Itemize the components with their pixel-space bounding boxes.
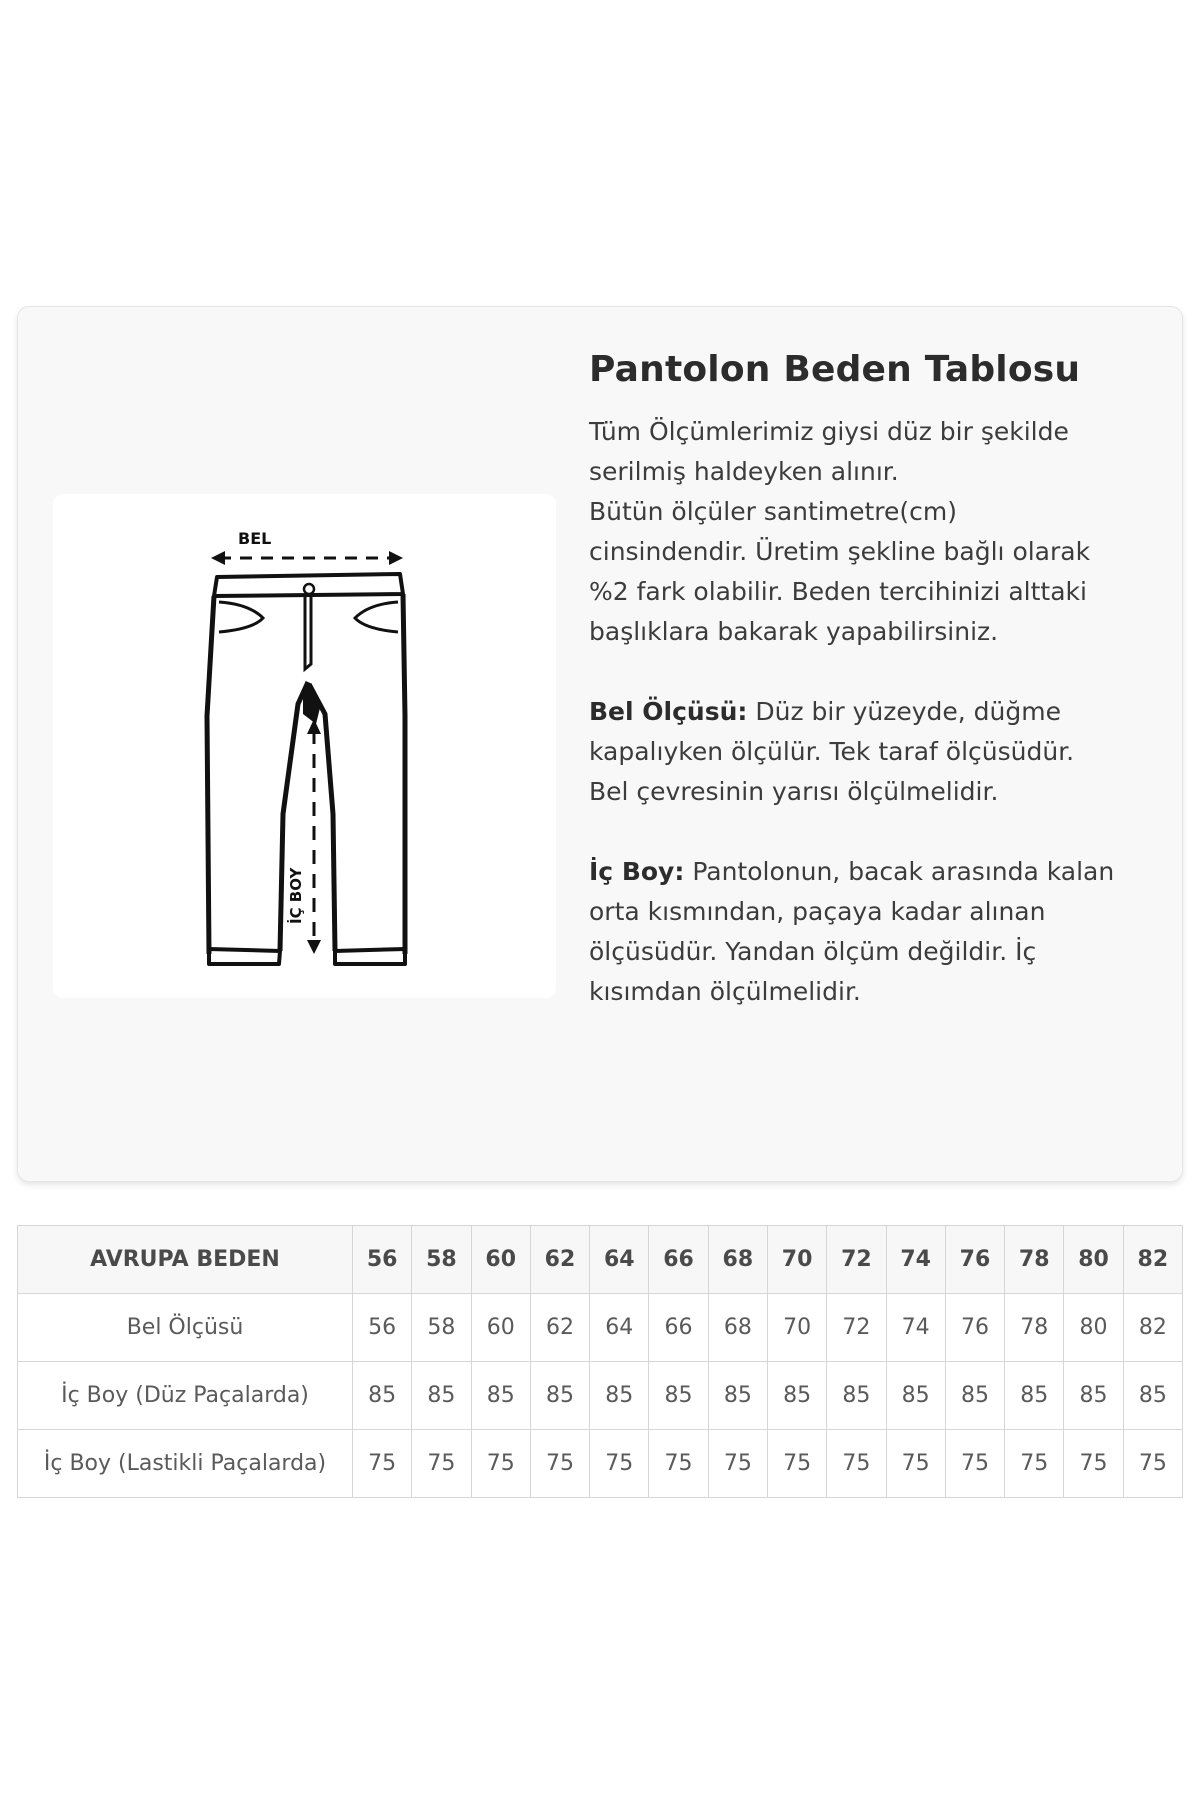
value-cell: 85 — [649, 1362, 708, 1430]
icboy-line: ölçüsüdür. Yandan ölçüm değildir. İç — [589, 937, 1037, 966]
value-cell: 85 — [886, 1362, 945, 1430]
value-cell: 70 — [767, 1294, 826, 1362]
value-cell: 80 — [1064, 1294, 1123, 1362]
value-cell: 75 — [708, 1430, 767, 1498]
value-cell: 75 — [1123, 1430, 1182, 1498]
value-cell: 76 — [945, 1294, 1004, 1362]
value-cell: 60 — [471, 1294, 530, 1362]
value-cell: 85 — [530, 1362, 589, 1430]
icboy-line: orta kısmından, paçaya kadar alınan — [589, 897, 1046, 926]
value-cell: 68 — [708, 1294, 767, 1362]
value-cell: 66 — [649, 1294, 708, 1362]
header-cell-size: 74 — [886, 1226, 945, 1294]
value-cell: 64 — [590, 1294, 649, 1362]
value-cell: 75 — [767, 1430, 826, 1498]
header-cell-size: 58 — [412, 1226, 471, 1294]
bel-line: Bel çevresinin yarısı ölçülmelidir. — [589, 777, 999, 806]
value-cell: 75 — [412, 1430, 471, 1498]
value-cell: 85 — [1123, 1362, 1182, 1430]
header-cell-size: 64 — [590, 1226, 649, 1294]
value-cell: 85 — [412, 1362, 471, 1430]
intro-line: Tüm Ölçümlerimiz giysi düz bir şekilde — [589, 417, 1069, 446]
value-cell: 75 — [945, 1430, 1004, 1498]
pants-measurement-icon — [53, 494, 556, 998]
value-cell: 75 — [1064, 1430, 1123, 1498]
value-cell: 75 — [1005, 1430, 1064, 1498]
value-cell: 85 — [353, 1362, 412, 1430]
value-cell: 75 — [353, 1430, 412, 1498]
intro-line: Bütün ölçüler santimetre(cm) — [589, 497, 958, 526]
header-cell-size: 60 — [471, 1226, 530, 1294]
value-cell: 75 — [471, 1430, 530, 1498]
value-cell: 85 — [945, 1362, 1004, 1430]
header-cell-size-label: AVRUPA BEDEN — [18, 1226, 353, 1294]
header-cell-size: 82 — [1123, 1226, 1182, 1294]
value-cell: 85 — [1064, 1362, 1123, 1430]
value-cell: 85 — [827, 1362, 886, 1430]
value-cell: 74 — [886, 1294, 945, 1362]
value-cell: 85 — [590, 1362, 649, 1430]
row-label-cell: Bel Ölçüsü — [18, 1294, 353, 1362]
intro-line: cinsindendir. Üretim şekline bağlı olarak — [589, 537, 1091, 566]
page-title: Pantolon Beden Tablosu — [589, 349, 1081, 390]
icboy-label: İÇ BOY — [287, 867, 305, 924]
value-cell: 56 — [353, 1294, 412, 1362]
header-cell-size: 80 — [1064, 1226, 1123, 1294]
icboy-heading: İç Boy: — [589, 857, 685, 886]
size-table — [17, 1225, 1183, 1498]
table-row — [18, 1294, 1183, 1362]
value-cell: 85 — [708, 1362, 767, 1430]
value-cell: 85 — [471, 1362, 530, 1430]
intro-paragraph — [589, 412, 1159, 652]
bel-heading: Bel Ölçüsü: — [589, 697, 748, 726]
value-cell: 62 — [530, 1294, 589, 1362]
intro-line: serilmiş haldeyken alınır. — [589, 457, 899, 486]
header-cell-size: 70 — [767, 1226, 826, 1294]
row-label-cell: İç Boy (Düz Paçalarda) — [18, 1362, 353, 1430]
header-cell-size: 66 — [649, 1226, 708, 1294]
value-cell: 75 — [886, 1430, 945, 1498]
bel-label: BEL — [238, 529, 272, 548]
row-label-cell: İç Boy (Lastikli Paçalarda) — [18, 1430, 353, 1498]
header-cell-size: 68 — [708, 1226, 767, 1294]
value-cell: 85 — [767, 1362, 826, 1430]
intro-line: %2 fark olabilir. Beden tercihinizi alttaki — [589, 577, 1087, 606]
intro-line: başlıklara bakarak yapabilirsiniz. — [589, 617, 999, 646]
bel-paragraph — [589, 692, 1159, 812]
value-cell: 85 — [1005, 1362, 1064, 1430]
illustration-panel — [53, 494, 556, 998]
header-cell-size: 72 — [827, 1226, 886, 1294]
table-header-row — [18, 1226, 1183, 1294]
value-cell: 58 — [412, 1294, 471, 1362]
value-cell: 82 — [1123, 1294, 1182, 1362]
header-cell-size: 56 — [353, 1226, 412, 1294]
header-cell-size: 76 — [945, 1226, 1004, 1294]
value-cell: 75 — [649, 1430, 708, 1498]
value-cell: 75 — [827, 1430, 886, 1498]
bel-line: kapalıyken ölçülür. Tek taraf ölçüsüdür. — [589, 737, 1075, 766]
size-guide-card — [17, 306, 1183, 1182]
icboy-paragraph — [589, 852, 1159, 1012]
value-cell: 78 — [1005, 1294, 1064, 1362]
header-cell-size: 62 — [530, 1226, 589, 1294]
description-column — [589, 349, 1159, 1052]
icboy-line: Pantolonun, bacak arasında kalan — [692, 857, 1115, 886]
table-row — [18, 1362, 1183, 1430]
value-cell: 72 — [827, 1294, 886, 1362]
bel-line: Düz bir yüzeyde, düğme — [755, 697, 1061, 726]
table-row — [18, 1430, 1183, 1498]
value-cell: 75 — [530, 1430, 589, 1498]
header-cell-size: 78 — [1005, 1226, 1064, 1294]
value-cell: 75 — [590, 1430, 649, 1498]
icboy-line: kısımdan ölçülmelidir. — [589, 977, 861, 1006]
